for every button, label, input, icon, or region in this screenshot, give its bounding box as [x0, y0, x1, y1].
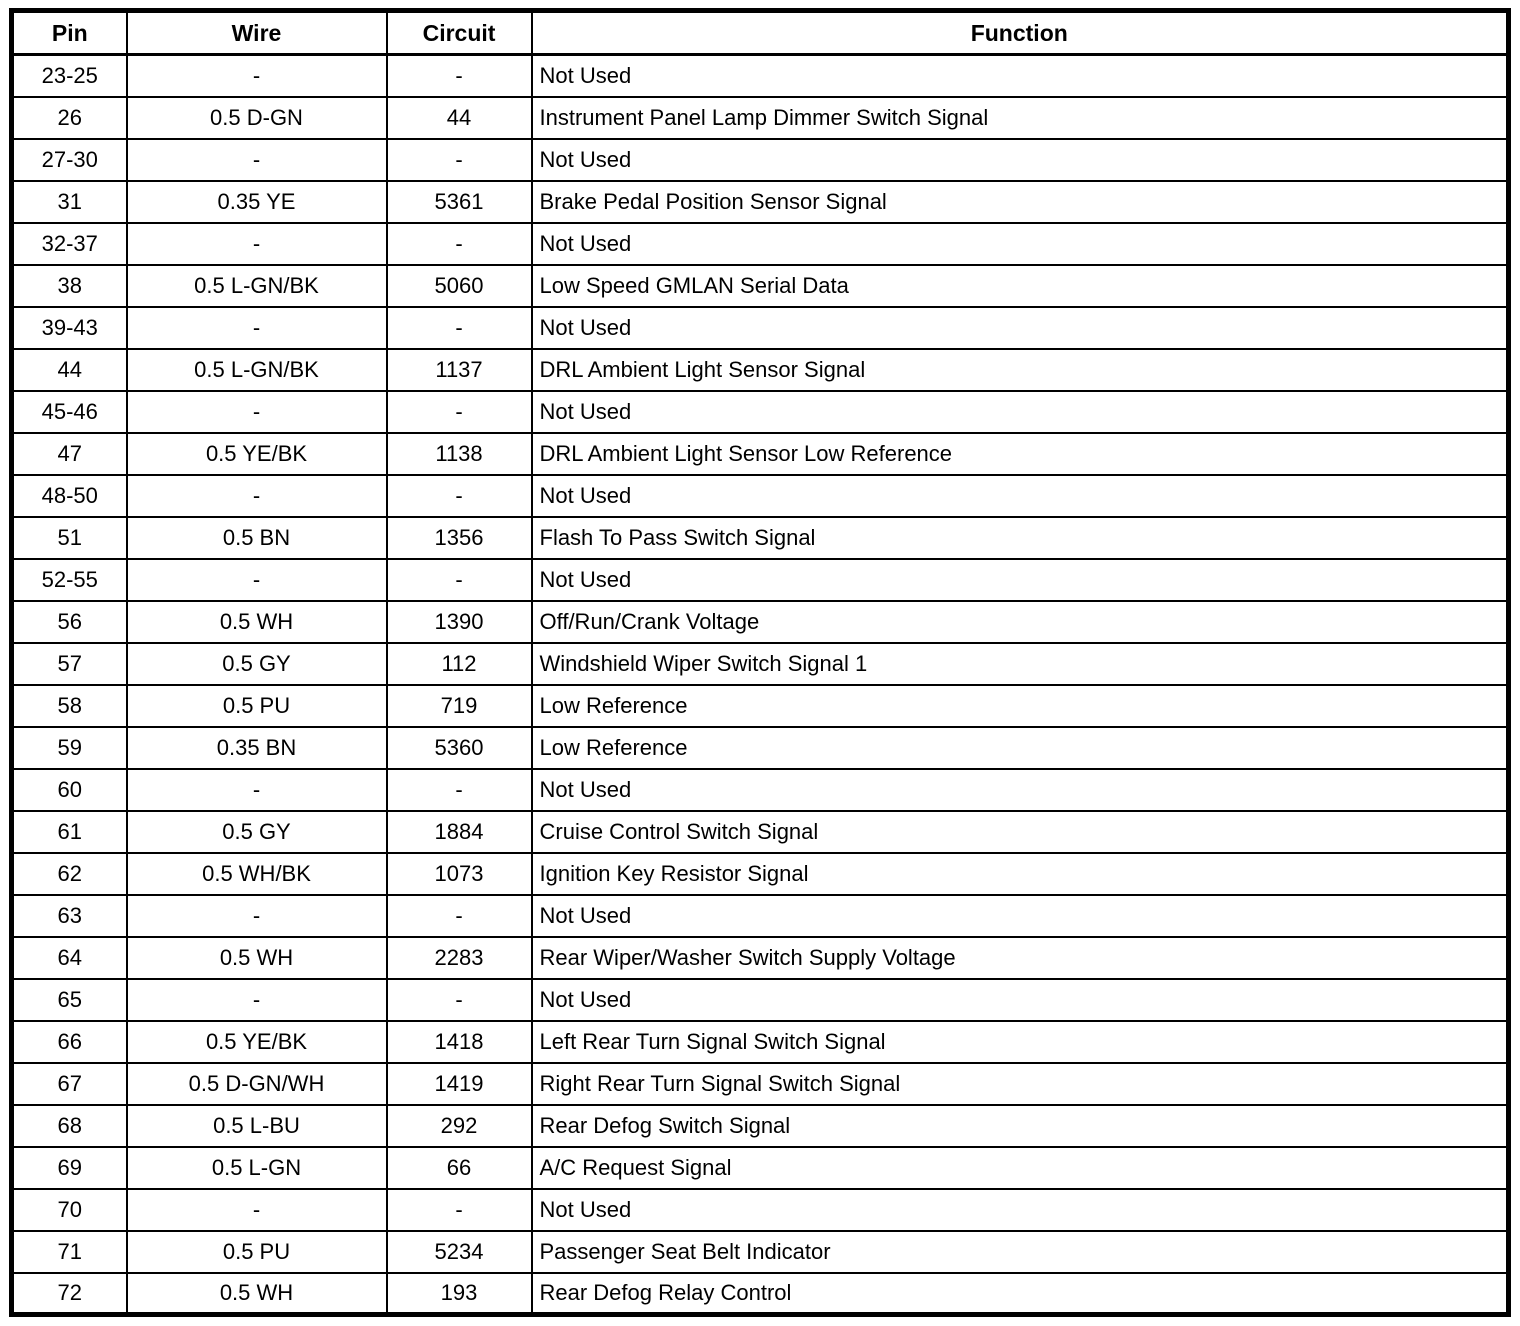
cell-function: DRL Ambient Light Sensor Signal — [532, 349, 1509, 391]
table-row — [12, 307, 1509, 349]
cell-function: Rear Defog Relay Control — [532, 1273, 1509, 1315]
cell-pin: 38 — [12, 265, 127, 307]
cell-pin: 26 — [12, 97, 127, 139]
cell-circuit: - — [387, 1189, 532, 1231]
cell-circuit: 1419 — [387, 1063, 532, 1105]
cell-pin: 65 — [12, 979, 127, 1021]
cell-wire: 0.5 WH — [127, 937, 387, 979]
cell-wire: 0.5 PU — [127, 685, 387, 727]
cell-pin: 63 — [12, 895, 127, 937]
cell-circuit: 2283 — [387, 937, 532, 979]
cell-function: Not Used — [532, 895, 1509, 937]
cell-circuit: 1137 — [387, 349, 532, 391]
table-row — [12, 517, 1509, 559]
cell-pin: 66 — [12, 1021, 127, 1063]
cell-function: Not Used — [532, 559, 1509, 601]
cell-circuit: 5361 — [387, 181, 532, 223]
cell-circuit: 1138 — [387, 433, 532, 475]
cell-wire: - — [127, 223, 387, 265]
cell-pin: 44 — [12, 349, 127, 391]
table-row — [12, 559, 1509, 601]
table-row — [12, 391, 1509, 433]
header-row — [12, 11, 1509, 55]
table-row — [12, 433, 1509, 475]
cell-wire: 0.5 D-GN/WH — [127, 1063, 387, 1105]
cell-wire: - — [127, 559, 387, 601]
column-header-pin: Pin — [12, 11, 127, 55]
connector-pinout-table — [9, 8, 1511, 1317]
cell-pin: 27-30 — [12, 139, 127, 181]
table-row — [12, 1231, 1509, 1273]
table-row — [12, 265, 1509, 307]
cell-function: Not Used — [532, 1189, 1509, 1231]
table-body — [12, 55, 1509, 1315]
table-row — [12, 97, 1509, 139]
cell-circuit: 292 — [387, 1105, 532, 1147]
cell-circuit: - — [387, 769, 532, 811]
cell-circuit: 1884 — [387, 811, 532, 853]
cell-circuit: - — [387, 307, 532, 349]
cell-pin: 51 — [12, 517, 127, 559]
cell-wire: 0.5 PU — [127, 1231, 387, 1273]
cell-pin: 62 — [12, 853, 127, 895]
cell-wire: 0.5 GY — [127, 643, 387, 685]
cell-function: Off/Run/Crank Voltage — [532, 601, 1509, 643]
cell-wire: 0.5 WH/BK — [127, 853, 387, 895]
cell-pin: 57 — [12, 643, 127, 685]
table-row — [12, 601, 1509, 643]
cell-function: Low Speed GMLAN Serial Data — [532, 265, 1509, 307]
cell-function: Ignition Key Resistor Signal — [532, 853, 1509, 895]
cell-function: Right Rear Turn Signal Switch Signal — [532, 1063, 1509, 1105]
table-row — [12, 1063, 1509, 1105]
cell-function: Passenger Seat Belt Indicator — [532, 1231, 1509, 1273]
cell-pin: 64 — [12, 937, 127, 979]
cell-pin: 60 — [12, 769, 127, 811]
cell-circuit: - — [387, 55, 532, 97]
table-row — [12, 223, 1509, 265]
cell-pin: 52-55 — [12, 559, 127, 601]
cell-circuit: 719 — [387, 685, 532, 727]
cell-wire: 0.5 YE/BK — [127, 1021, 387, 1063]
cell-circuit: - — [387, 223, 532, 265]
cell-wire: 0.5 L-GN/BK — [127, 349, 387, 391]
cell-wire: - — [127, 55, 387, 97]
cell-wire: 0.5 L-BU — [127, 1105, 387, 1147]
cell-circuit: - — [387, 391, 532, 433]
cell-wire: - — [127, 475, 387, 517]
cell-function: Not Used — [532, 139, 1509, 181]
cell-pin: 59 — [12, 727, 127, 769]
table-row — [12, 1105, 1509, 1147]
cell-wire: 0.5 L-GN — [127, 1147, 387, 1189]
table-row — [12, 139, 1509, 181]
cell-pin: 31 — [12, 181, 127, 223]
cell-circuit: 112 — [387, 643, 532, 685]
cell-function: Rear Wiper/Washer Switch Supply Voltage — [532, 937, 1509, 979]
cell-wire: 0.5 WH — [127, 1273, 387, 1315]
cell-function: Left Rear Turn Signal Switch Signal — [532, 1021, 1509, 1063]
table-row — [12, 727, 1509, 769]
cell-pin: 56 — [12, 601, 127, 643]
cell-wire: - — [127, 979, 387, 1021]
cell-circuit: 1390 — [387, 601, 532, 643]
cell-wire: - — [127, 391, 387, 433]
cell-pin: 72 — [12, 1273, 127, 1315]
cell-pin: 32-37 — [12, 223, 127, 265]
cell-wire: - — [127, 307, 387, 349]
cell-pin: 23-25 — [12, 55, 127, 97]
column-header-circuit: Circuit — [387, 11, 532, 55]
table-row — [12, 349, 1509, 391]
cell-circuit: 5234 — [387, 1231, 532, 1273]
cell-pin: 71 — [12, 1231, 127, 1273]
column-header-function: Function — [532, 11, 1509, 55]
cell-pin: 67 — [12, 1063, 127, 1105]
cell-function: Instrument Panel Lamp Dimmer Switch Signal — [532, 97, 1509, 139]
cell-circuit: 1356 — [387, 517, 532, 559]
cell-pin: 68 — [12, 1105, 127, 1147]
cell-circuit: - — [387, 895, 532, 937]
cell-function: Not Used — [532, 391, 1509, 433]
cell-function: Rear Defog Switch Signal — [532, 1105, 1509, 1147]
cell-circuit: - — [387, 979, 532, 1021]
cell-circuit: 44 — [387, 97, 532, 139]
cell-circuit: 5060 — [387, 265, 532, 307]
cell-pin: 48-50 — [12, 475, 127, 517]
table-row — [12, 643, 1509, 685]
table-row — [12, 769, 1509, 811]
table-row — [12, 181, 1509, 223]
cell-pin: 61 — [12, 811, 127, 853]
cell-pin: 69 — [12, 1147, 127, 1189]
cell-circuit: 5360 — [387, 727, 532, 769]
table-row — [12, 1189, 1509, 1231]
table-row — [12, 685, 1509, 727]
table-row — [12, 937, 1509, 979]
cell-wire: 0.5 GY — [127, 811, 387, 853]
cell-function: Not Used — [532, 55, 1509, 97]
cell-wire: 0.5 WH — [127, 601, 387, 643]
cell-wire: - — [127, 1189, 387, 1231]
cell-circuit: - — [387, 475, 532, 517]
cell-function: Not Used — [532, 307, 1509, 349]
cell-pin: 58 — [12, 685, 127, 727]
cell-wire: - — [127, 769, 387, 811]
table-row — [12, 1021, 1509, 1063]
cell-wire: 0.35 BN — [127, 727, 387, 769]
cell-function: Cruise Control Switch Signal — [532, 811, 1509, 853]
cell-function: Flash To Pass Switch Signal — [532, 517, 1509, 559]
cell-function: DRL Ambient Light Sensor Low Reference — [532, 433, 1509, 475]
cell-function: Not Used — [532, 979, 1509, 1021]
cell-pin: 39-43 — [12, 307, 127, 349]
cell-pin: 45-46 — [12, 391, 127, 433]
cell-wire: 0.35 YE — [127, 181, 387, 223]
cell-circuit: 66 — [387, 1147, 532, 1189]
cell-function: A/C Request Signal — [532, 1147, 1509, 1189]
cell-wire: - — [127, 139, 387, 181]
cell-pin: 47 — [12, 433, 127, 475]
cell-circuit: - — [387, 139, 532, 181]
table-row — [12, 853, 1509, 895]
table-row — [12, 1147, 1509, 1189]
cell-function: Windshield Wiper Switch Signal 1 — [532, 643, 1509, 685]
table-row — [12, 811, 1509, 853]
table-row — [12, 55, 1509, 97]
cell-wire: 0.5 L-GN/BK — [127, 265, 387, 307]
cell-pin: 70 — [12, 1189, 127, 1231]
column-header-wire: Wire — [127, 11, 387, 55]
cell-circuit: - — [387, 559, 532, 601]
cell-wire: 0.5 BN — [127, 517, 387, 559]
cell-function: Not Used — [532, 475, 1509, 517]
cell-function: Brake Pedal Position Sensor Signal — [532, 181, 1509, 223]
table-row — [12, 979, 1509, 1021]
cell-function: Low Reference — [532, 727, 1509, 769]
cell-wire: 0.5 YE/BK — [127, 433, 387, 475]
cell-circuit: 1073 — [387, 853, 532, 895]
cell-wire: - — [127, 895, 387, 937]
cell-function: Not Used — [532, 223, 1509, 265]
table-row — [12, 475, 1509, 517]
cell-function: Low Reference — [532, 685, 1509, 727]
cell-wire: 0.5 D-GN — [127, 97, 387, 139]
table-row — [12, 895, 1509, 937]
cell-circuit: 193 — [387, 1273, 532, 1315]
cell-function: Not Used — [532, 769, 1509, 811]
cell-circuit: 1418 — [387, 1021, 532, 1063]
table-row — [12, 1273, 1509, 1315]
